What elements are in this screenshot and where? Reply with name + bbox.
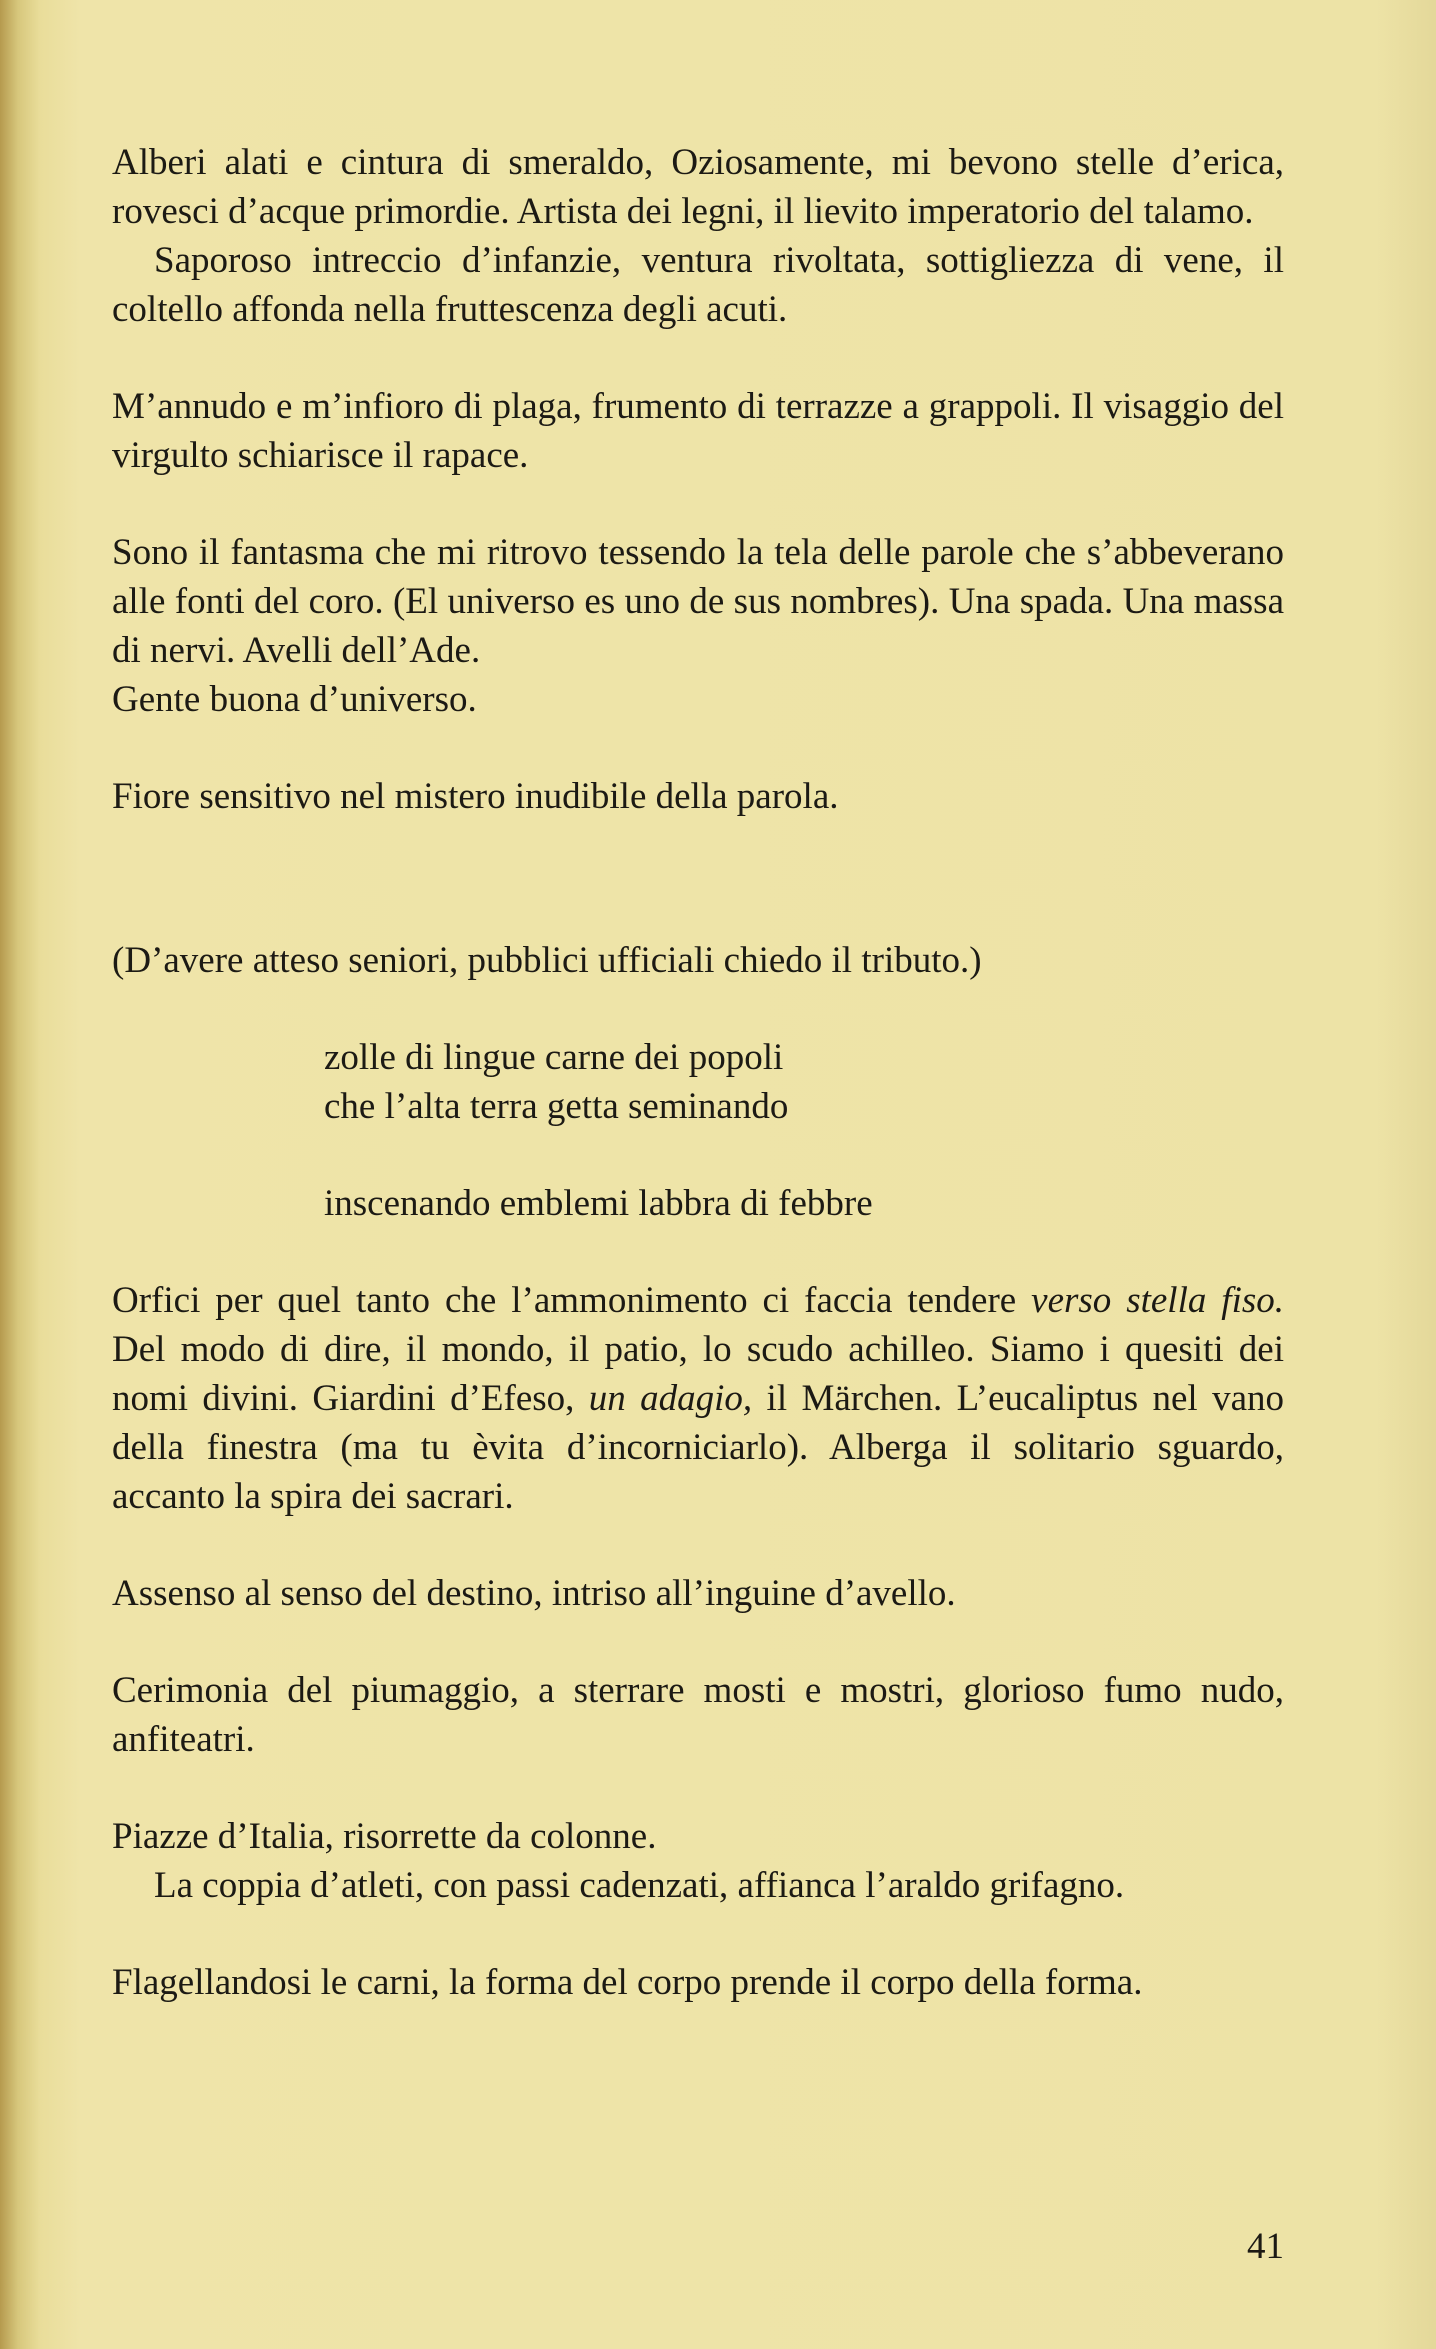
paragraph-coppia: La coppia d’atleti, con passi cadenzati, affianca l’araldo grifagno. (154, 1865, 1125, 1906)
paragraph-fiore: Fiore sensitivo nel mistero inudibile della parola. (112, 776, 839, 817)
orfici-text-1: Orfici per quel tanto che l’ammonimento ci faccia tendere (112, 1280, 1032, 1321)
orfici-italic-adagio: un adagio, (588, 1378, 753, 1419)
paragraph-piazze: Piazze d’Italia, risorrette da colonne. (112, 1816, 657, 1857)
verse-line-3: inscenando emblemi labbra di febbre (324, 1183, 873, 1224)
verse-line-2: che l’alta terra getta seminando (324, 1086, 789, 1127)
paragraph-fantasma: Sono il fantasma che mi ritrovo tessendo la tela delle parole che s’abbeverano alle fonti del coro. (El universo es uno de sus nombres). Una spada. Una massa di nervi. Avelli dell’Ade. (112, 532, 1284, 671)
verse-line-1: zolle di lingue carne dei popoli (324, 1037, 784, 1078)
page-body (112, 138, 1284, 2007)
paragraph-saporoso: Saporoso intreccio d’infanzie, ventura rivoltata, sottigliezza di vene, il coltello affonda nella fruttescenza degli acuti. (112, 240, 1284, 330)
paragraph-mannudo: M’annudo e m’infioro di plaga, frumento di terrazze a grappoli. Il visaggio del virgulto schiarisce il rapace. (112, 386, 1284, 476)
paragraph-assenso: Assenso al senso del destino, intriso all’inguine d’avello. (112, 1573, 956, 1614)
paragraph-flagellandosi: Flagellandosi le carni, la forma del corpo prende il corpo della forma. (112, 1962, 1143, 2003)
orfici-italic-verso: verso stella fiso. (1031, 1280, 1284, 1321)
page-number: 41 (1247, 2226, 1284, 2267)
orfici-text-2: Del modo di dire, il mondo, il patio, lo scudo achilleo. Siamo i quesiti dei nomi divini. Giardini d’Efeso, (112, 1329, 1284, 1419)
paragraph-tributo: (D’avere atteso seniori, pubblici ufficiali chiedo il tributo.) (112, 940, 982, 981)
paragraph-alberi: Alberi alati e cintura di smeraldo, Oziosamente, mi bevono stelle d’erica, rovesci d’acque primordie. Artista dei legni, il lievito imperatorio del talamo. (112, 142, 1284, 232)
paragraph-cerimonia: Cerimonia del piumaggio, a sterrare mosti e mostri, glorioso fumo nudo, anfiteatri. (112, 1670, 1284, 1760)
paragraph-orfici (112, 1276, 1284, 1521)
paragraph-gente: Gente buona d’universo. (112, 679, 477, 720)
orfici-text-3: il Märchen. L’eucaliptus nel vano della finestra (ma tu èvita d’incorniciarlo). Alberga il solitario sguardo, accanto la spira dei sacrari. (112, 1378, 1284, 1517)
